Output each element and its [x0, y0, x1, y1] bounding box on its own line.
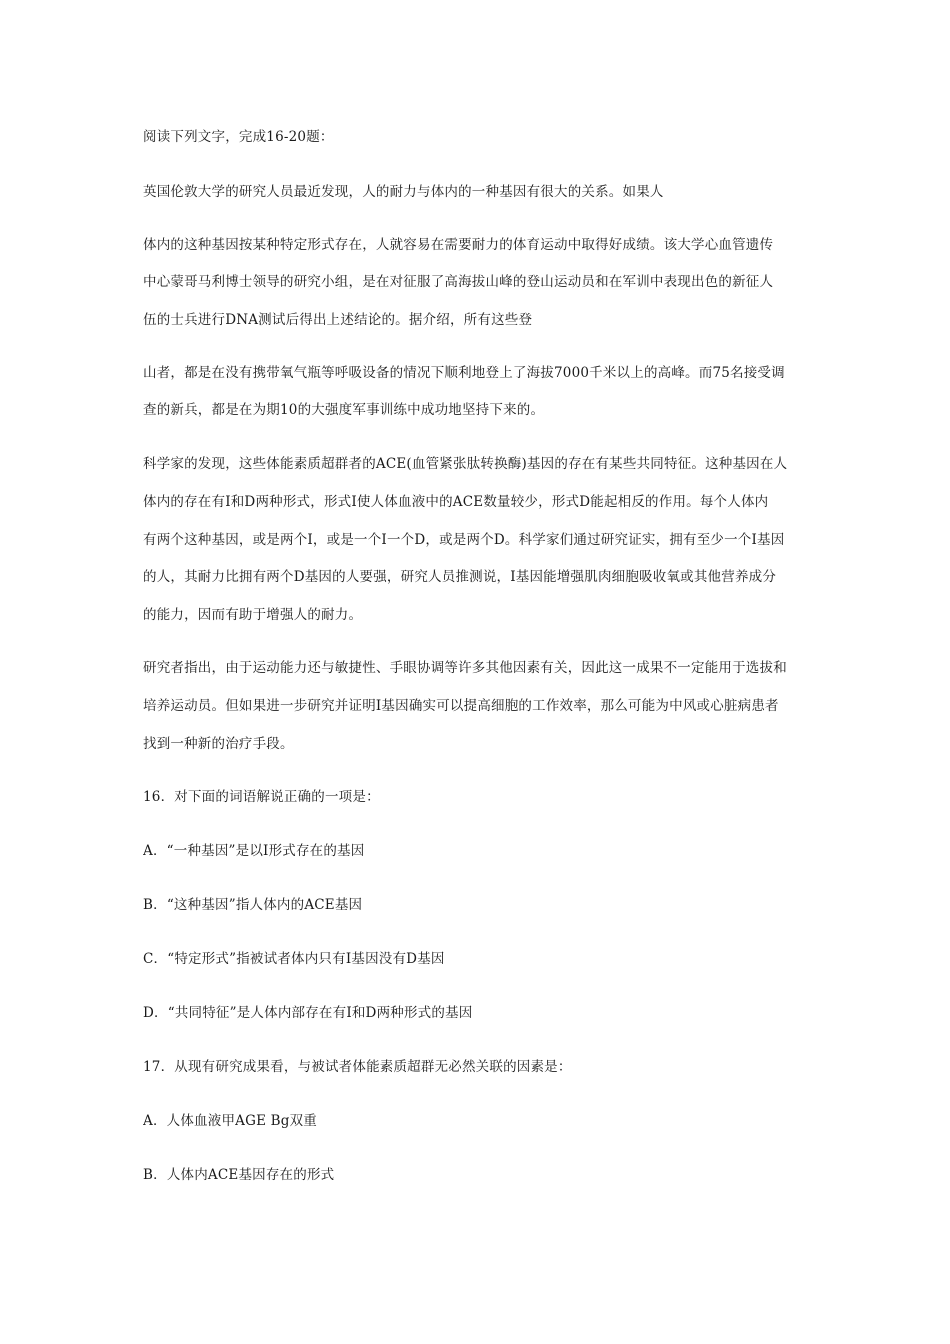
passage-paragraph-4-line-3: 有两个这种基因，或是两个I，或是一个I一个D，或是两个D。科学家们通过研究证实，拥有至少一个I基因 — [143, 532, 785, 548]
passage-paragraph-5-line-3: 找到一种新的治疗手段。 — [143, 736, 294, 752]
reading-instruction: 阅读下列文字，完成16-20题： — [143, 129, 334, 145]
passage-paragraph-4-line-1: 科学家的发现，这些体能素质超群者的ACE(血管紧张肽转换酶)基因的存在有某些共同特征。这种基因在人 — [143, 456, 788, 472]
passage-paragraph-4-line-5: 的能力，因而有助于增强人的耐力。 — [143, 607, 363, 623]
question-17-option-a: A．人体血液甲AGE Bg双重 — [143, 1113, 317, 1129]
question-16-stem: 16．对下面的词语解说正确的一项是： — [143, 789, 380, 805]
passage-paragraph-5-line-1: 研究者指出，由于运动能力还与敏捷性、手眼协调等许多其他因素有关，因此这一成果不一定能用于选拔和 — [143, 660, 787, 676]
passage-paragraph-2-line-3: 伍的士兵进行DNA测试后得出上述结论的。据介绍，所有这些登 — [143, 312, 533, 328]
passage-paragraph-2-line-2: 中心蒙哥马利博士领导的研究小组，是在对征服了高海拔山峰的登山运动员和在军训中表现出色的新征人 — [143, 274, 774, 290]
question-16-option-b: B．“这种基因”指人体内的ACE基因 — [143, 897, 363, 913]
passage-paragraph-4-line-4: 的人，其耐力比拥有两个D基因的人要强，研究人员推测说，I基因能增强肌肉细胞吸收氧或其他营养成分 — [143, 569, 777, 585]
passage-paragraph-3-line-1: 山者，都是在没有携带氧气瓶等呼吸设备的情况下顺利地登上了海拔7000千米以上的高峰。而75名接受调 — [143, 365, 785, 381]
question-17-stem: 17．从现有研究成果看，与被试者体能素质超群无必然关联的因素是： — [143, 1059, 572, 1075]
passage-paragraph-4-line-2: 体内的存在有I和D两种形式，形式I使人体血液中的ACE数量较少，形式D能起相反的作用。每个人体内 — [143, 494, 769, 510]
question-16-option-c: C．“特定形式”指被试者体内只有I基因没有D基因 — [143, 951, 445, 967]
question-17-option-b: B．人体内ACE基因存在的形式 — [143, 1167, 335, 1183]
question-16-option-a: A．“一种基因”是以I形式存在的基因 — [143, 843, 365, 859]
question-16-option-d: D．“共同特征”是人体内部存在有I和D两种形式的基因 — [143, 1005, 473, 1021]
passage-paragraph-2-line-1: 体内的这种基因按某种特定形式存在，人就容易在需要耐力的体育运动中取得好成绩。该大学心血管遗传 — [143, 237, 774, 253]
passage-paragraph-3-line-2: 查的新兵，都是在为期10的大强度军事训练中成功地坚持下来的。 — [143, 402, 545, 418]
passage-paragraph-1-line-1: 英国伦敦大学的研究人员最近发现，人的耐力与体内的一种基因有很大的关系。如果人 — [143, 184, 664, 200]
passage-paragraph-5-line-2: 培养运动员。但如果进一步研究并证明I基因确实可以提高细胞的工作效率，那么可能为中风或心脏病患者 — [143, 698, 779, 714]
